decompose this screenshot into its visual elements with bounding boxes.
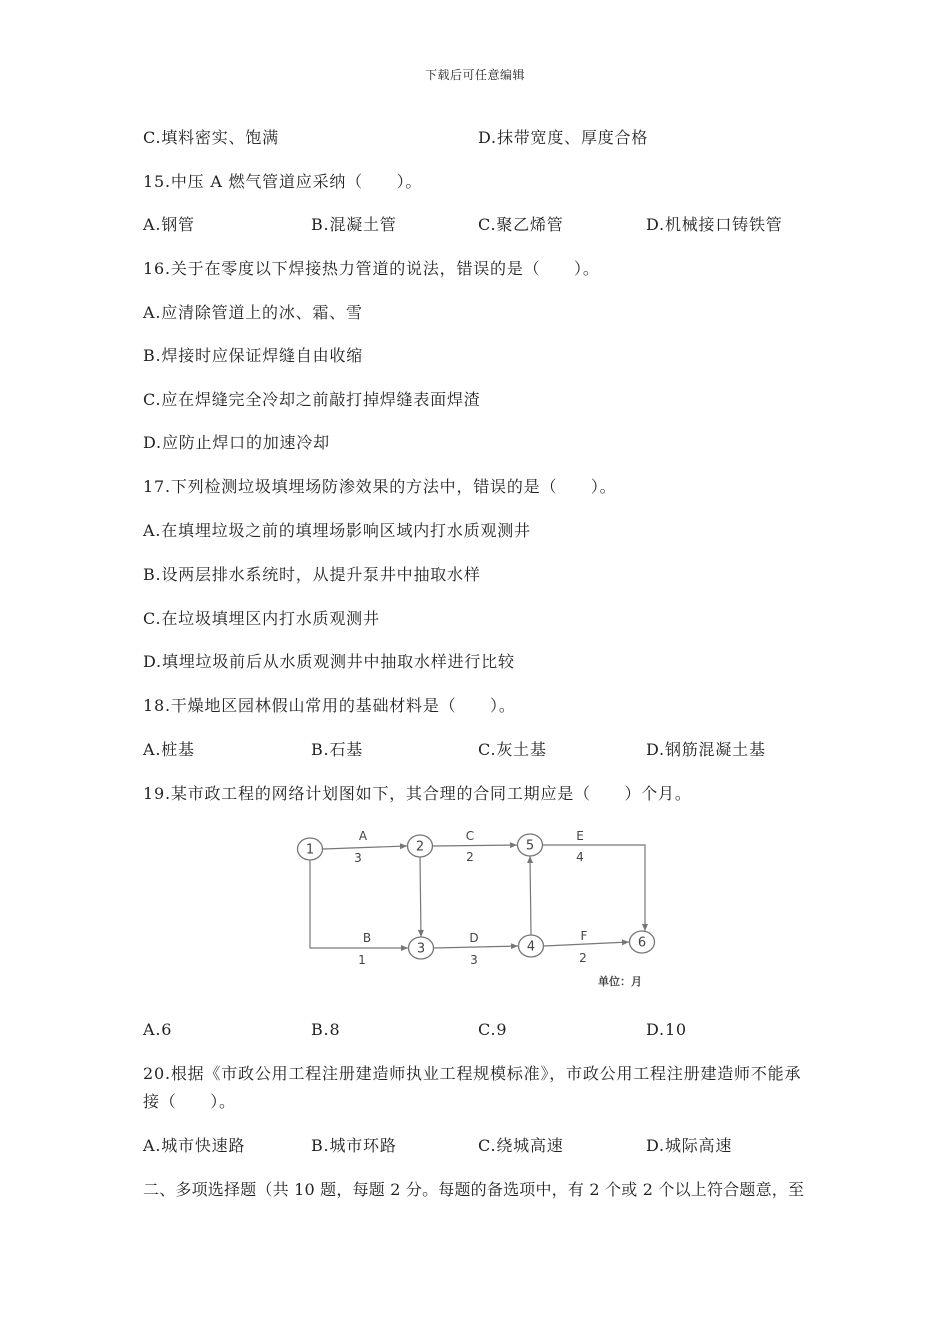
activity-b-duration: 1 [358,953,366,967]
q18-option-d: D.钢筋混凝土基 [646,740,766,759]
edge-2-3 [420,857,421,937]
q19-option-d: D.10 [646,1020,687,1039]
diagram-unit-label: 单位：月 [598,975,642,988]
q15-option-d: D.机械接口铸铁管 [646,215,783,234]
edge-3-4 [434,946,518,948]
q17-option-d: D.填埋垃圾前后从水质观测井中抽取水样进行比较 [143,652,515,671]
activity-d-duration: 3 [470,953,478,967]
activity-e-name: E [576,829,584,843]
activity-c-name: C [465,829,475,843]
q17-stem: 17.下列检测垃圾填埋场防渗效果的方法中，错误的是（ ）。 [143,477,617,496]
q16-option-a: A.应清除管道上的冰、霜、雪 [143,303,363,322]
q19-stem: 19.某市政工程的网络计划图如下，其合理的合同工期应是（ ）个月。 [143,784,692,803]
q17-option-c: C.在垃圾填埋区内打水质观测井 [143,609,380,628]
edge-1-3 [310,860,408,948]
node-5-label: 5 [525,838,535,854]
network-plan-diagram [280,820,660,1000]
q15-stem: 15.中压 A 燃气管道应采纳（ ）。 [143,172,423,191]
q17-option-b: B.设两层排水系统时，从提升泵井中抽取水样 [143,565,481,584]
activity-f-duration: 2 [579,951,587,965]
q17-option-a: A.在填埋垃圾之前的填埋场影响区域内打水质观测井 [143,521,531,540]
q20-option-b: B.城市环路 [311,1136,397,1155]
node-6-label: 6 [637,935,647,951]
q20-option-d: D.城际高速 [646,1136,733,1155]
q18-option-c: C.灰土基 [478,740,547,759]
q18-option-b: B.石基 [311,740,364,759]
activity-a-duration: 3 [354,851,362,865]
q20-option-a: A.城市快速路 [143,1136,246,1155]
q19-option-c: C.9 [478,1020,508,1039]
edge-2-5 [433,845,517,846]
q16-option-d: D.应防止焊口的加速冷却 [143,433,330,452]
activity-f-name: F [580,929,588,943]
q20-option-c: C.绕城高速 [478,1136,564,1155]
node-2-label: 2 [415,839,425,855]
q18-option-a: A.桩基 [143,740,195,759]
activity-b-name: B [362,931,372,945]
q16-stem: 16.关于在零度以下焊接热力管道的说法，错误的是（ ）。 [143,259,600,278]
q15-option-c: C.聚乙烯管 [478,215,564,234]
activity-d-name: D [469,931,479,945]
node-3-label: 3 [416,941,426,957]
q14-option-d: D.抹带宽度、厚度合格 [478,128,649,147]
section-two-heading: 二、多项选择题（共 10 题，每题 2 分。每题的备选项中，有 2 个或 2 个以上符合题意，至 [143,1180,805,1199]
activity-e-duration: 4 [576,850,584,864]
q19-option-b: B.8 [311,1020,341,1039]
q20-stem-line-2: 接（ ）。 [143,1092,236,1111]
q16-option-b: B.焊接时应保证焊缝自由收缩 [143,346,364,365]
header-note: 下载后可任意编辑 [424,68,525,82]
q15-option-a: A.钢管 [143,215,195,234]
activity-a-name: A [358,829,368,843]
q15-option-b: B.混凝土管 [311,215,397,234]
q14-option-c: C.填料密实、饱满 [143,128,279,147]
edge-5-6 [543,845,645,931]
q16-option-c: C.应在焊缝完全冷却之前敲打掉焊缝表面焊渣 [143,390,481,409]
q19-option-a: A.6 [143,1020,173,1039]
activity-c-duration: 2 [466,850,474,864]
edge-4-5 [530,856,531,935]
q20-stem-line-1: 20.根据《市政公用工程注册建造师执业工程规模标准》，市政公用工程注册建造师不能承 [143,1064,802,1083]
node-4-label: 4 [526,939,536,955]
edge-1-2 [323,846,407,849]
q18-stem: 18.干燥地区园林假山常用的基础材料是（ ）。 [143,696,516,715]
node-1-label: 1 [305,842,315,858]
